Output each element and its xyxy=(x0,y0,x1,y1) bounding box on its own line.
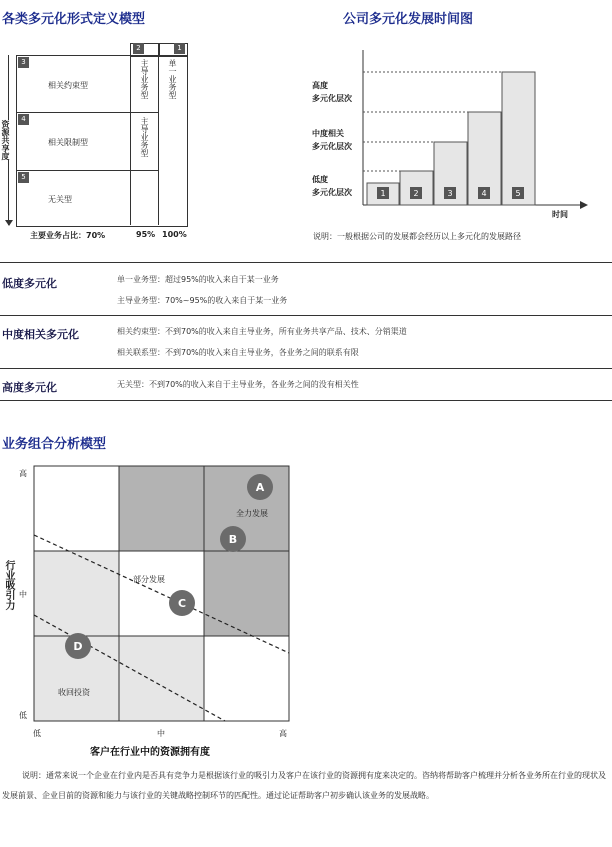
box-number-5: 5 xyxy=(18,172,29,183)
y-axis-label-attractiveness: 行业吸引力 xyxy=(3,560,14,610)
col-main-business-2: 主导业务型 xyxy=(140,117,149,157)
x-label-70: 主要业务占比：70% xyxy=(30,231,106,240)
row-low-line1: 单一业务型：超过95%的收入来自于某一业务 xyxy=(117,275,279,284)
label-partial-development: 部分发展 xyxy=(133,575,165,584)
box-number-2: 2 xyxy=(133,43,144,54)
row-related-limited: 相关限制型 xyxy=(48,138,88,147)
section1-title: 各类多元化形式定义模型 xyxy=(2,12,146,27)
x-axis-label: 客户在行业中的资源拥有度 xyxy=(90,747,210,758)
x-tick-mid: 中 xyxy=(157,729,165,738)
y-tick-mid: 中 xyxy=(19,590,27,599)
row-low-line2: 主导业务型：70%~95%的收入来自于某一业务 xyxy=(117,296,288,305)
box-number-1: 1 xyxy=(174,43,185,54)
row-related-constraint: 相关约束型 xyxy=(48,81,88,90)
diagram-frame xyxy=(16,55,188,227)
col-main-business-1: 主导业务型 xyxy=(140,59,149,99)
x-tick-low: 低 xyxy=(33,729,41,738)
diversification-timeline-chart xyxy=(300,30,600,230)
x-label-100: 100% xyxy=(162,230,187,239)
x-label-95: 95% xyxy=(136,230,156,239)
step-label-1: 1 xyxy=(380,189,386,198)
row-low-diversification-label: 低度多元化 xyxy=(2,277,57,290)
step-label-2: 2 xyxy=(413,189,419,198)
box-number-3: 3 xyxy=(18,57,29,68)
label-full-development: 全力发展 xyxy=(236,509,268,518)
section2-note: 说明：一般根据公司的发展都会经历以上多元化的发展路径 xyxy=(313,232,521,241)
y-tick-low: 低 xyxy=(19,711,27,720)
row-unrelated: 无关型 xyxy=(48,195,72,204)
step-label-5: 5 xyxy=(515,189,521,198)
portfolio-matrix xyxy=(0,455,612,765)
circle-d: D xyxy=(73,640,83,653)
step-label-3: 3 xyxy=(447,189,453,198)
circle-a: A xyxy=(255,481,265,494)
x-tick-high: 高 xyxy=(279,729,287,738)
col-single-business: 单一业务型 xyxy=(168,59,177,99)
level-high-line2: 多元化层次 xyxy=(312,94,352,103)
row-mid-line1: 相关约束型：不到70%的收入来自主导业务，所有业务共享产品、技术、分销渠道 xyxy=(117,327,407,336)
x-axis-time-label: 时间 xyxy=(552,210,568,219)
y-axis-label: 资源共享度 xyxy=(1,120,10,160)
row-mid-line2: 相关联系型：不到70%的收入来自主导业务，各业务之间的联系有限 xyxy=(117,348,359,357)
circle-c: C xyxy=(177,597,187,610)
level-high-line1: 高度 xyxy=(312,81,328,90)
section3-title: 业务组合分析模型 xyxy=(2,437,107,452)
level-low-line1: 低度 xyxy=(312,175,328,184)
step-label-4: 4 xyxy=(481,189,487,198)
box-number-4: 4 xyxy=(18,114,29,125)
level-mid-line1: 中度相关 xyxy=(312,129,344,138)
section3-note: 说明：通常来说一个企业在行业内是否具有竞争力是根据该行业的吸引力及客户在该行业的资源拥有度来决定的。咨纳将帮助客户梳理并分析各业务所在行业的现状及发展前景、企业目前的资源和能力与该行业的关键战略控制环节的匹配性。通过论证帮助客户初步确认该业务的发展战略。 xyxy=(2,771,606,800)
section2-title: 公司多元化发展时间图 xyxy=(343,12,474,27)
level-low-line2: 多元化层次 xyxy=(312,188,352,197)
step-bar-5 xyxy=(502,72,535,205)
row-high-diversification-label: 高度多元化 xyxy=(2,381,57,394)
y-tick-high: 高 xyxy=(19,469,27,478)
row-mid-diversification-label: 中度相关多元化 xyxy=(2,328,79,341)
row-high-line1: 无关型：不到70%的收入来自于主导业务，各业务之间的没有相关性 xyxy=(117,380,359,389)
circle-b: B xyxy=(228,533,238,546)
label-harvest: 收回投资 xyxy=(58,688,90,697)
level-mid-line2: 多元化层次 xyxy=(312,142,352,151)
